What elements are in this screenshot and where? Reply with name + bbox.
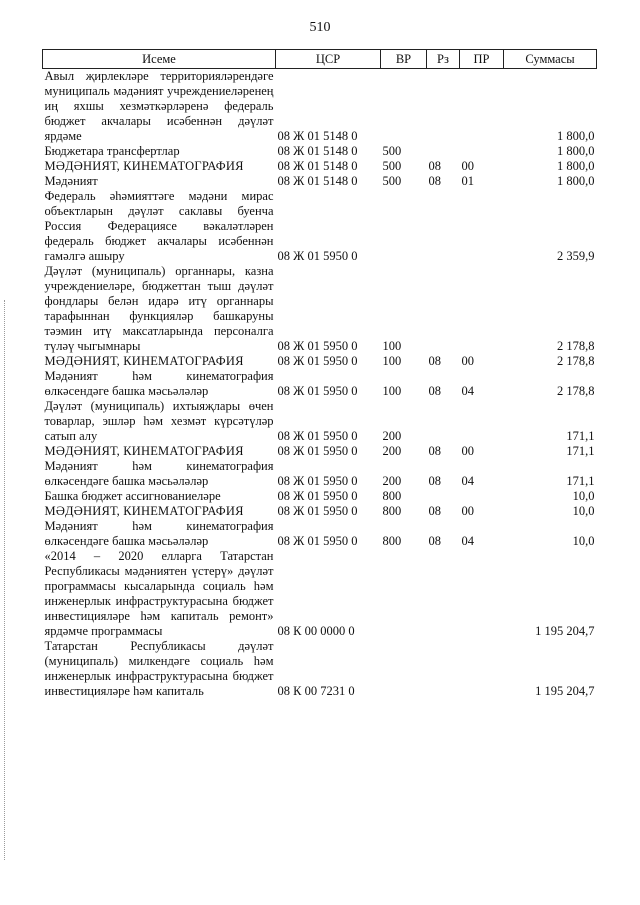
row-name: Дәүләт (муниципаль) органнары, казна учреждениеләре, бюджеттан тыш дәүләт фондлары белән идарә итү органнары тарафыннан функцияләр башкаруны тәэмин итү максатларында персоналга түләү чыгымнары — [44, 264, 274, 353]
row-name: Мәдәният һәм кинематография өлкәсендәге башка мәсьәләләр — [44, 459, 274, 488]
row-vr: 100 — [382, 354, 402, 368]
row-name: «2014 – 2020 елларга Татарстан Республикасы мәдәниятен үстерү» дәүләт программасы кысаларында социаль һәм инженерлык инфраструктурасына бюджет инвестицияләре һәм капиталь ремонт» ярдәмче программасы — [44, 549, 274, 638]
table-row — [43, 489, 597, 504]
row-name: Башка бюджет ассигнованиеләре — [44, 489, 221, 503]
margin-dotted-line — [4, 300, 7, 860]
row-rz: 08 — [428, 474, 441, 488]
row-sum: 10,0 — [572, 489, 595, 503]
row-csr: 08 Ж 01 5950 0 — [277, 444, 358, 458]
row-rz: 08 — [428, 174, 441, 188]
row-vr — [381, 69, 427, 145]
row-rz: 08 — [428, 504, 441, 518]
table-row — [43, 549, 597, 639]
row-sum: 2 359,9 — [557, 249, 595, 263]
row-pr: 00 — [461, 444, 474, 458]
row-name: Дәүләт (муниципаль) ихтыяҗлары өчен товарлар, эшләр һәм хезмәт күрсәтүләр сатып алу — [44, 399, 274, 443]
row-vr — [381, 189, 427, 264]
table-row — [43, 639, 597, 699]
table-row — [43, 459, 597, 489]
row-sum: 1 195 204,7 — [535, 624, 595, 638]
header-sum: Суммасы — [504, 50, 597, 69]
row-csr: 08 К 00 7231 0 — [277, 684, 355, 698]
row-csr: 08 Ж 01 5950 0 — [277, 489, 358, 503]
table-row — [43, 69, 597, 145]
row-vr: 500 — [382, 144, 402, 158]
row-pr: 04 — [461, 474, 474, 488]
row-rz — [427, 144, 460, 159]
table-row — [43, 444, 597, 459]
row-pr — [460, 549, 504, 639]
row-csr: 08 Ж 01 5950 0 — [277, 249, 358, 263]
row-name: Татарстан Республикасы дәүләт (муниципаль) милкендәге социаль һәм инженерлык инфраструктурасына бюджет инвестицияләре һәм капиталь — [44, 639, 274, 698]
row-name: Мәдәният һәм кинематография өлкәсендәге башка мәсьәләләр — [44, 519, 274, 548]
row-name: Авыл җирлекләре территорияләрендәге муниципаль мәдәният учреждениеләренең иң яхшы хезмәткәрләренә федераль бюджет акчалары исәбеннән дәүләт ярдәме — [44, 69, 274, 143]
row-pr: 04 — [461, 534, 474, 548]
row-pr: 04 — [461, 384, 474, 398]
row-vr: 500 — [382, 159, 402, 173]
row-vr: 200 — [382, 429, 402, 443]
row-rz: 08 — [428, 159, 441, 173]
row-pr: 01 — [461, 174, 474, 188]
row-vr: 800 — [382, 489, 402, 503]
row-sum: 10,0 — [572, 534, 595, 548]
row-vr: 100 — [382, 339, 402, 353]
row-pr — [460, 489, 504, 504]
row-csr: 08 Ж 01 5950 0 — [277, 384, 358, 398]
row-vr — [381, 549, 427, 639]
row-sum: 1 800,0 — [557, 159, 595, 173]
row-csr: 08 Ж 01 5148 0 — [277, 129, 358, 143]
table-row — [43, 264, 597, 354]
row-sum: 171,1 — [566, 474, 595, 488]
table-row — [43, 189, 597, 264]
row-sum: 2 178,8 — [557, 384, 595, 398]
table-row — [43, 399, 597, 444]
row-rz: 08 — [428, 354, 441, 368]
row-vr: 200 — [382, 444, 402, 458]
row-rz — [427, 639, 460, 699]
row-rz: 08 — [428, 534, 441, 548]
row-pr — [460, 399, 504, 444]
row-csr: 08 Ж 01 5950 0 — [277, 534, 358, 548]
row-rz — [427, 549, 460, 639]
row-csr: 08 Ж 01 5148 0 — [277, 144, 358, 158]
table-row — [43, 159, 597, 174]
row-vr: 800 — [382, 504, 402, 518]
header-name: Исеме — [43, 50, 276, 69]
row-pr — [460, 264, 504, 354]
row-rz: 08 — [428, 444, 441, 458]
row-sum: 171,1 — [566, 444, 595, 458]
header-pr: ПР — [460, 50, 504, 69]
row-vr: 100 — [382, 384, 402, 398]
row-name: Бюджетара трансфертлар — [44, 144, 180, 158]
row-sum: 2 178,8 — [557, 354, 595, 368]
row-vr: 800 — [382, 534, 402, 548]
budget-table — [42, 49, 597, 699]
row-csr: 08 К 00 0000 0 — [277, 624, 355, 638]
row-name: Мәдәният һәм кинематография өлкәсендәге башка мәсьәләләр — [44, 369, 274, 398]
row-sum: 1 800,0 — [557, 144, 595, 158]
table-row — [43, 144, 597, 159]
table-header — [43, 50, 597, 69]
table-body — [43, 69, 597, 700]
row-pr — [460, 639, 504, 699]
table-row — [43, 504, 597, 519]
row-sum: 2 178,8 — [557, 339, 595, 353]
row-csr: 08 Ж 01 5950 0 — [277, 429, 358, 443]
row-rz — [427, 399, 460, 444]
row-rz — [427, 69, 460, 145]
row-vr — [381, 639, 427, 699]
row-name: Мәдәният — [44, 174, 98, 188]
row-sum: 1 195 204,7 — [535, 684, 595, 698]
row-name: Федераль әһәмияттәге мәдәни мирас объектларын дәүләт саклавы буенча Россия Федерациясе вәкаләтләрен федераль бюджет акчалары исәбеннән гамәлгә ашыру — [44, 189, 274, 263]
row-pr: 00 — [461, 159, 474, 173]
row-rz — [427, 264, 460, 354]
page-number: 510 — [309, 20, 331, 35]
row-sum: 1 800,0 — [557, 174, 595, 188]
row-name: МӘДӘНИЯТ, КИНЕМАТОГРАФИЯ — [44, 354, 244, 368]
table-row — [43, 519, 597, 549]
row-sum: 171,1 — [566, 429, 595, 443]
row-pr: 00 — [461, 354, 474, 368]
header-vr: ВР — [381, 50, 427, 69]
row-csr: 08 Ж 01 5950 0 — [277, 354, 358, 368]
row-name: МӘДӘНИЯТ, КИНЕМАТОГРАФИЯ — [44, 159, 244, 173]
row-vr: 200 — [382, 474, 402, 488]
row-csr: 08 Ж 01 5950 0 — [277, 504, 358, 518]
row-rz — [427, 189, 460, 264]
row-csr: 08 Ж 01 5148 0 — [277, 159, 358, 173]
table-row — [43, 354, 597, 369]
row-name: МӘДӘНИЯТ, КИНЕМАТОГРАФИЯ — [44, 504, 244, 518]
header-csr: ЦСР — [276, 50, 381, 69]
row-csr: 08 Ж 01 5950 0 — [277, 474, 358, 488]
row-pr — [460, 69, 504, 145]
row-rz — [427, 489, 460, 504]
row-pr: 00 — [461, 504, 474, 518]
table-row — [43, 369, 597, 399]
header-rz: Рз — [427, 50, 460, 69]
row-sum: 10,0 — [572, 504, 595, 518]
table-row — [43, 174, 597, 189]
row-csr: 08 Ж 01 5148 0 — [277, 174, 358, 188]
row-vr: 500 — [382, 174, 402, 188]
row-pr — [460, 144, 504, 159]
row-pr — [460, 189, 504, 264]
row-name: МӘДӘНИЯТ, КИНЕМАТОГРАФИЯ — [44, 444, 244, 458]
row-csr: 08 Ж 01 5950 0 — [277, 339, 358, 353]
row-rz: 08 — [428, 384, 441, 398]
row-sum: 1 800,0 — [557, 129, 595, 143]
